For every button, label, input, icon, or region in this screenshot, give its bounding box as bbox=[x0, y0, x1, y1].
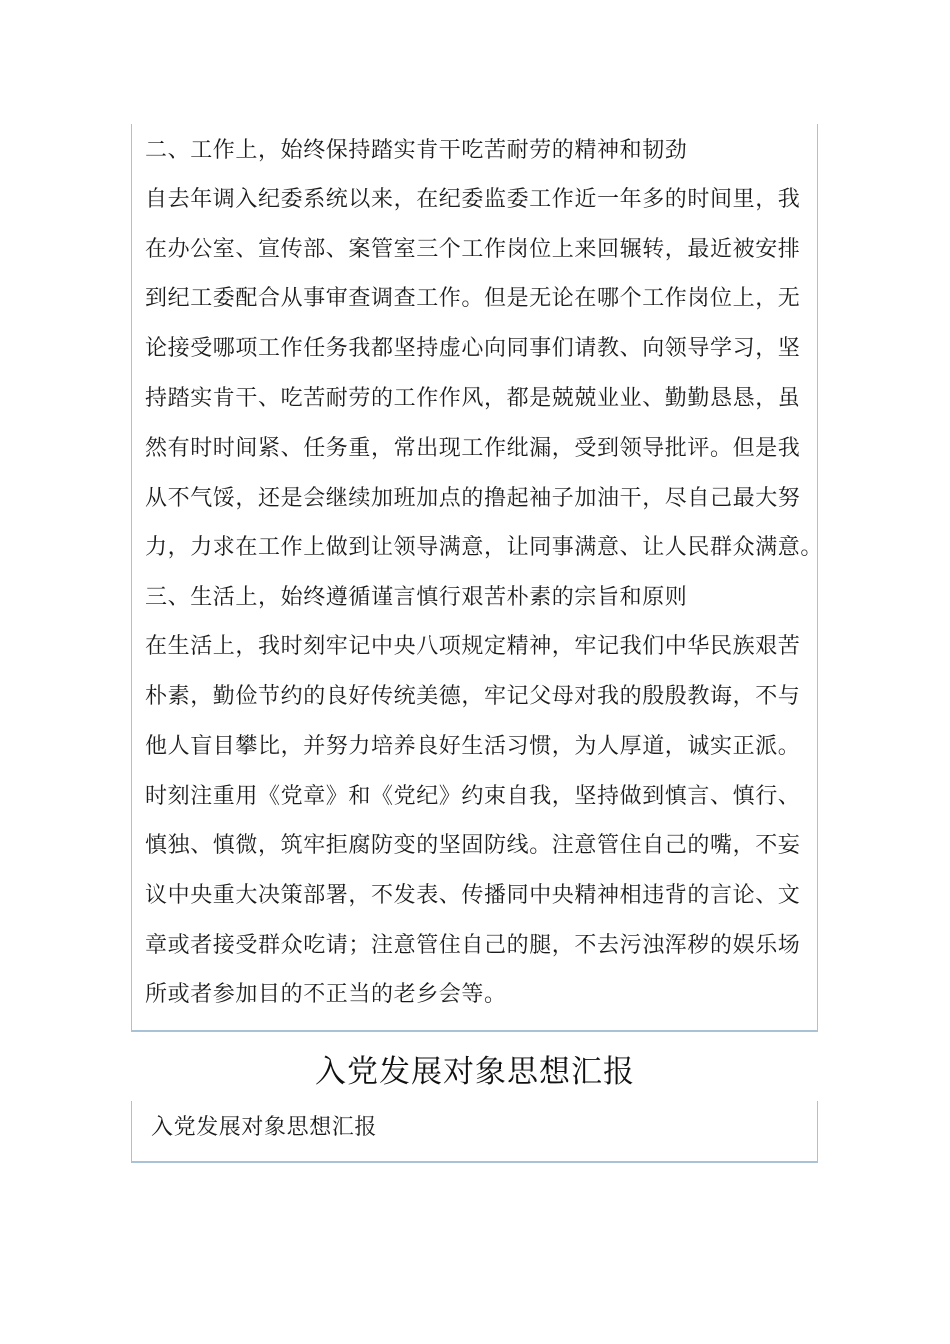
text-line: 入党发展对象思想汇报 bbox=[151, 1115, 378, 1140]
text-line: 朴素，勤俭节约的良好传统美德，牢记父母对我的殷殷教诲，不与 bbox=[145, 684, 801, 709]
section-heading: 二、工作上，始终保持踏实肯干吃苦耐劳的精神和韧劲 bbox=[145, 138, 688, 163]
text-line: 然有时时间紧、任务重，常出现工作纰漏，受到领导批评。但是我 bbox=[145, 436, 801, 461]
text-line: 他人盲目攀比，并努力培养良好生活习惯，为人厚道，诚实正派。 bbox=[145, 734, 801, 759]
text-line: 在办公室、宣传部、案管室三个工作岗位上来回辗转，最近被安排 bbox=[145, 237, 801, 262]
content-box bbox=[131, 1101, 818, 1163]
content-box bbox=[131, 124, 824, 1032]
text-line: 章或者接受群众吃请；注意管住自己的腿，不去污浊浑秽的娱乐场 bbox=[145, 933, 801, 958]
document-title: 入党发展对象思想汇报 bbox=[315, 1054, 635, 1090]
text-line: 到纪工委配合从事审查调查工作。但是无论在哪个工作岗位上，无 bbox=[145, 286, 801, 311]
text-line: 从不气馁，还是会继续加班加点的撸起袖子加油干，尽自己最大努 bbox=[145, 486, 801, 511]
text-line: 慎独、慎微，筑牢拒腐防变的坚固防线。注意管住自己的嘴，不妄 bbox=[145, 833, 801, 858]
text-line: 所或者参加目的不正当的老乡会等。 bbox=[145, 982, 507, 1007]
section-heading: 三、生活上，始终遵循谨言慎行艰苦朴素的宗旨和原则 bbox=[145, 585, 688, 610]
text-line: 议中央重大决策部署，不发表、传播同中央精神相违背的言论、文 bbox=[145, 883, 801, 908]
text-line: 持踏实肯干、吃苦耐劳的工作作风，都是兢兢业业、勤勤恳恳，虽 bbox=[145, 386, 801, 411]
text-line: 论接受哪项工作任务我都坚持虚心向同事们请教、向领导学习，坚 bbox=[145, 336, 801, 361]
text-line: 自去年调入纪委系统以来，在纪委监委工作近一年多的时间里，我 bbox=[145, 187, 801, 212]
text-line: 力，力求在工作上做到让领导满意，让同事满意、让人民群众满意。 bbox=[145, 535, 824, 560]
text-line: 时刻注重用《党章》和《党纪》约束自我，坚持做到慎言、慎行、 bbox=[145, 784, 801, 809]
text-line: 在生活上，我时刻牢记中央八项规定精神，牢记我们中华民族艰苦 bbox=[145, 634, 801, 659]
